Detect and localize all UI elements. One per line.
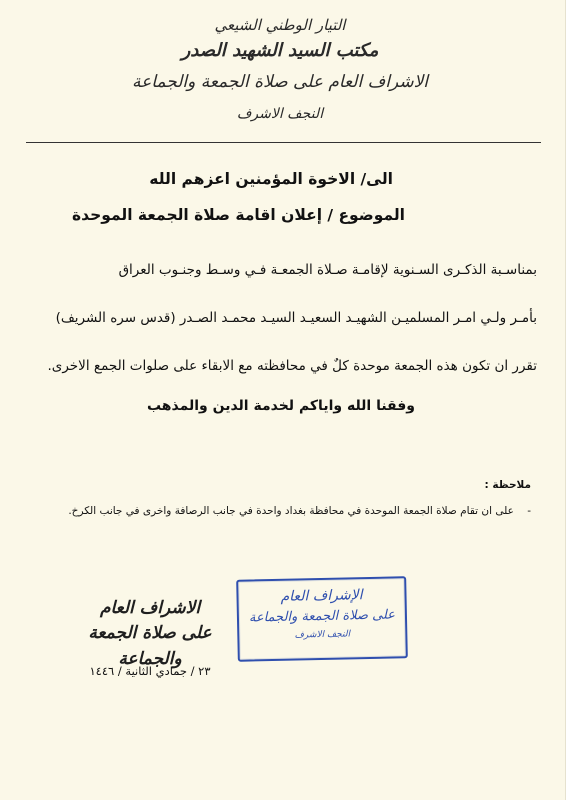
note-text: على ان تقام صلاة الجمعة الموحدة في محافظة بغداد واحدة في جانب الرصافة واخرى في جانب الكرخ.	[68, 505, 514, 517]
body-paragraph-3: تقرر ان تكون هذه الجمعة موحدة كلٌ في محافظته مع الابقاء على صلوات الجمع الاخرى.	[47, 358, 537, 374]
note-item	[68, 505, 531, 517]
letter-date: ٢٣ / جمادي الثانية / ١٤٤٦	[89, 664, 211, 678]
letterhead-line-2: مكتب السيد الشهيد الصدر	[181, 40, 379, 61]
body-paragraph-2: بأمـر ولـي امـر المسلميـن الشهيـد السعيـد السيـد محمـد الصـدر (قدس سره الشريف)	[55, 310, 537, 326]
addressee: الى/ الاخوة المؤمنين اعزهم الله	[149, 170, 393, 188]
note-label: ملاحظة :	[484, 479, 531, 491]
stamp-line-3: النجف الاشرف	[294, 629, 351, 641]
body-paragraph-1: بمناسـبة الذكـرى السـنوية لإقامـة صـلاة الجمعـة فـي وسـط وجنـوب العراق	[118, 262, 537, 278]
letterhead-line-1: التيار الوطني الشيعي	[214, 16, 346, 34]
letterhead-line-4: النجف الاشرف	[236, 106, 324, 122]
stamp-line-1: الإشراف العام	[280, 587, 363, 605]
closing-line: وفقنا الله واياكم لخدمة الدين والمذهب	[146, 398, 415, 414]
signature-block	[70, 596, 230, 669]
note-bullet: -	[527, 505, 531, 517]
letterhead	[120, 10, 440, 138]
subject-line: الموضوع / إعلان اقامة صلاة الجمعة الموحدة	[71, 206, 405, 224]
signature-line-1: الاشراف العام	[99, 598, 201, 618]
signature-line-2: على صلاة الجمعة والجماعة	[88, 623, 212, 669]
official-stamp	[236, 576, 408, 662]
letterhead-line-3: الاشراف العام على صلاة الجمعة والجماعة	[131, 72, 428, 92]
header-divider	[26, 142, 541, 143]
stamp-line-2: على صلاة الجمعة والجماعة	[248, 607, 396, 626]
